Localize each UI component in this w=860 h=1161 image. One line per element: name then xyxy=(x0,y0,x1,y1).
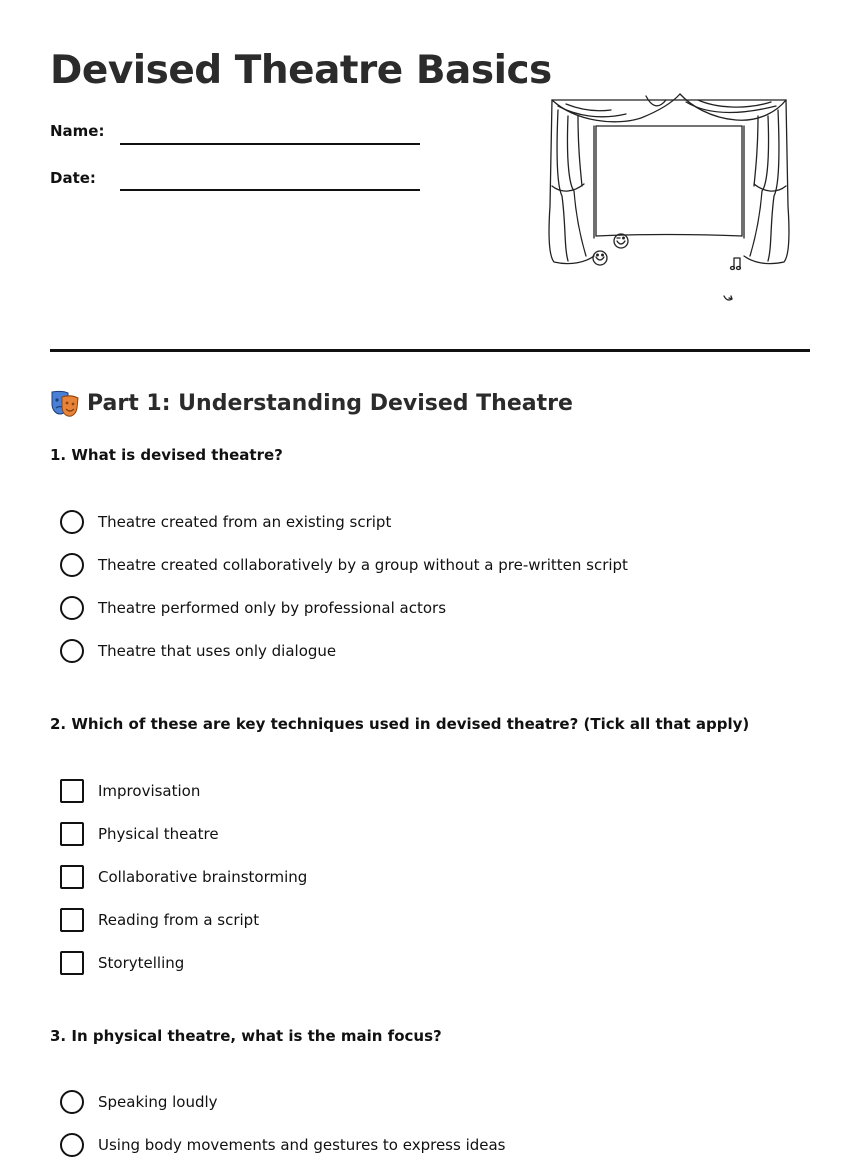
page-title: Devised Theatre Basics xyxy=(50,48,552,93)
option-label: Theatre created from an existing script xyxy=(98,513,392,531)
q3-option-1[interactable] xyxy=(60,1089,218,1115)
checkbox[interactable] xyxy=(60,908,84,932)
radio-button[interactable] xyxy=(60,596,84,620)
q1-option-3[interactable] xyxy=(60,595,446,621)
checkbox[interactable] xyxy=(60,865,84,889)
option-label: Collaborative brainstorming xyxy=(98,868,308,886)
date-field[interactable] xyxy=(120,189,420,191)
name-label: Name: xyxy=(50,122,105,140)
winking-face-icon xyxy=(614,234,628,248)
theatre-masks-icon xyxy=(50,388,80,418)
radio-button[interactable] xyxy=(60,639,84,663)
music-note-icon xyxy=(731,258,741,270)
question-1: 1. What is devised theatre? xyxy=(50,446,283,464)
radio-button[interactable] xyxy=(60,553,84,577)
option-label: Improvisation xyxy=(98,782,201,800)
option-label: Using body movements and gestures to express ideas xyxy=(98,1136,506,1154)
part1-heading-text: Part 1: Understanding Devised Theatre xyxy=(87,390,573,416)
q2-option-4[interactable] xyxy=(60,907,259,933)
date-label: Date: xyxy=(50,169,96,187)
q1-option-4[interactable] xyxy=(60,638,336,664)
q2-option-5[interactable] xyxy=(60,950,184,976)
section-divider xyxy=(50,349,810,352)
smiley-face-icon xyxy=(593,251,607,265)
option-label: Theatre performed only by professional actors xyxy=(98,599,447,617)
q2-option-1[interactable] xyxy=(60,778,200,804)
option-label: Reading from a script xyxy=(98,911,260,929)
checkbox[interactable] xyxy=(60,951,84,975)
option-label: Storytelling xyxy=(98,954,185,972)
name-field[interactable] xyxy=(120,143,420,145)
radio-button[interactable] xyxy=(60,510,84,534)
q3-option-2[interactable] xyxy=(60,1132,506,1158)
question-3: 3. In physical theatre, what is the main focus? xyxy=(50,1027,442,1045)
radio-button[interactable] xyxy=(60,1090,84,1114)
arrow-icon xyxy=(724,296,732,300)
checkbox[interactable] xyxy=(60,822,84,846)
option-label: Physical theatre xyxy=(98,825,219,843)
q1-option-2[interactable] xyxy=(60,552,628,578)
q1-option-1[interactable] xyxy=(60,509,391,535)
q2-option-2[interactable] xyxy=(60,821,219,847)
checkbox[interactable] xyxy=(60,779,84,803)
option-label: Theatre created collaboratively by a group without a pre-written script xyxy=(98,556,628,574)
option-label: Speaking loudly xyxy=(98,1093,218,1111)
option-label: Theatre that uses only dialogue xyxy=(98,642,337,660)
part1-heading xyxy=(50,388,573,418)
question-2: 2. Which of these are key techniques used in devised theatre? (Tick all that apply) xyxy=(50,715,750,733)
q2-option-3[interactable] xyxy=(60,864,307,890)
stage-curtain-icon xyxy=(546,86,796,316)
radio-button[interactable] xyxy=(60,1133,84,1157)
